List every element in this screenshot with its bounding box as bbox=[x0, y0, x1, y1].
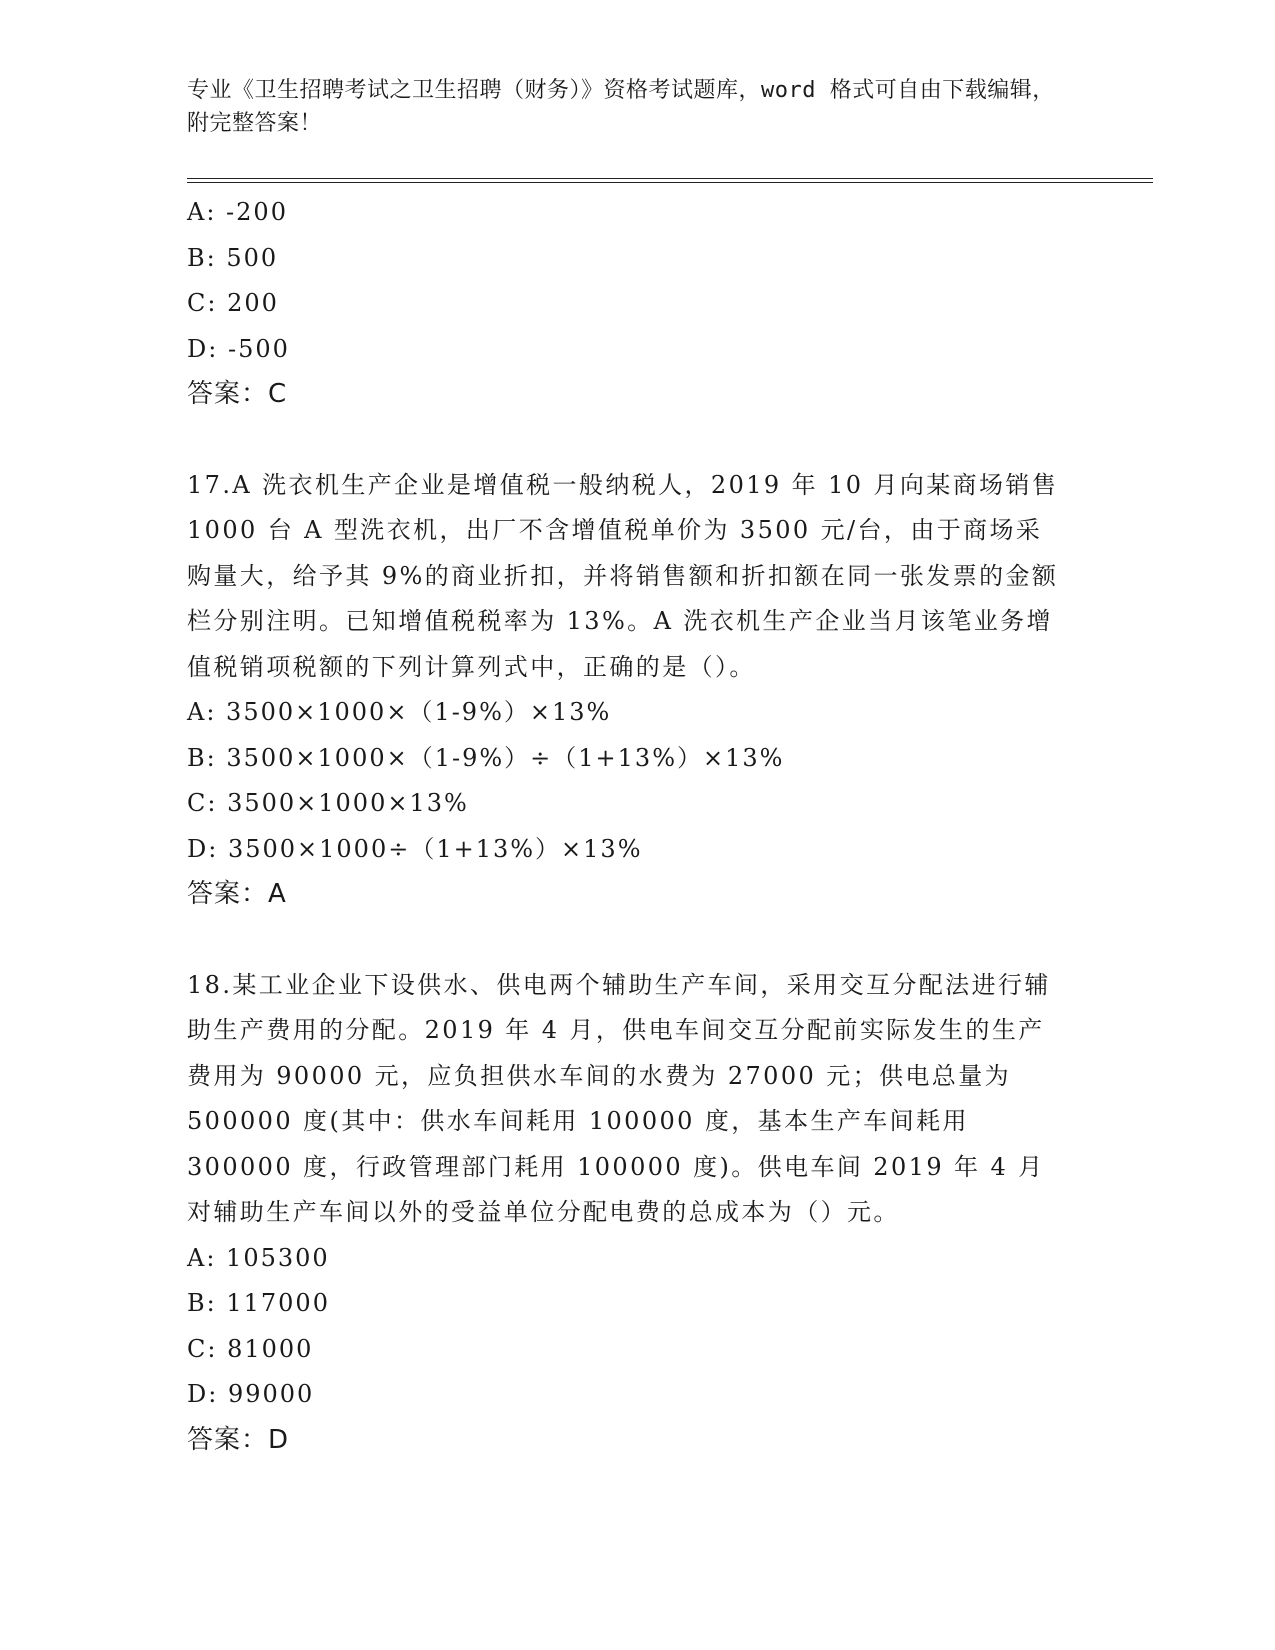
q16-answer: 答案：C bbox=[187, 379, 288, 409]
q16-option-d: D: -500 bbox=[187, 334, 290, 363]
q17-answer: 答案：A bbox=[187, 879, 287, 909]
q18-option-a: A: 105300 bbox=[187, 1243, 330, 1272]
document-header: 专业《卫生招聘考试之卫生招聘（财务）》资格考试题库，word 格式可自由下载编辑，附完整答案！ bbox=[187, 78, 1055, 136]
header-rule-bottom bbox=[187, 182, 1153, 183]
q17-option-d: D: 3500×1000÷（1+13%）×13% bbox=[187, 834, 643, 863]
q17-question: 17.A 洗衣机生产企业是增值税一般纳税人，2019 年 10 月向某商场销售 1000 台 A 型洗衣机，出厂不含增值税单价为 3500 元/台，由于商场采购量大，给予其 9%的商业折扣，并将销售额和折扣额在同一张发票的金额栏分别注明。已知增值税税率为 13%。A 洗衣机生产企业当月该笔业务增值税销项税额的下列计算列式中，正确的是（）。 bbox=[187, 470, 1059, 681]
document-content bbox=[187, 190, 1077, 1463]
spacer bbox=[187, 418, 1077, 463]
q17-option-c: C: 3500×1000×13% bbox=[187, 789, 469, 817]
spacer bbox=[187, 918, 1077, 963]
q18-option-d: D: 99000 bbox=[187, 1380, 315, 1408]
header-rule-top bbox=[187, 178, 1153, 179]
q18-answer: 答案：D bbox=[187, 1424, 290, 1455]
q17-option-b: B: 3500×1000×（1-9%）÷（1+13%）×13% bbox=[187, 743, 785, 772]
q17-option-a: A: 3500×1000×（1-9%）×13% bbox=[187, 698, 612, 726]
q18-question: 18.某工业企业下设供水、供电两个辅助生产车间，采用交互分配法进行辅助生产费用的分配。2019 年 4 月，供电车间交互分配前实际发生的生产费用为 90000 元，应负担供水车间的水费为 27000 元；供电总量为 500000 度(其中：供水车间耗用 100000 度，基本生产车间耗用 300000 度，行政管理部门耗用 100000 度)。供电车间 2019 年 4 月对辅助生产车间以外的受益单位分配电费的总成本为（）元。 bbox=[187, 970, 1051, 1226]
q16-option-c: C: 200 bbox=[187, 289, 279, 317]
q18-option-b: B: 117000 bbox=[187, 1289, 330, 1317]
q16-option-b: B: 500 bbox=[187, 243, 279, 272]
q18-option-c: C: 81000 bbox=[187, 1334, 314, 1363]
q16-option-a: A: -200 bbox=[187, 198, 288, 226]
